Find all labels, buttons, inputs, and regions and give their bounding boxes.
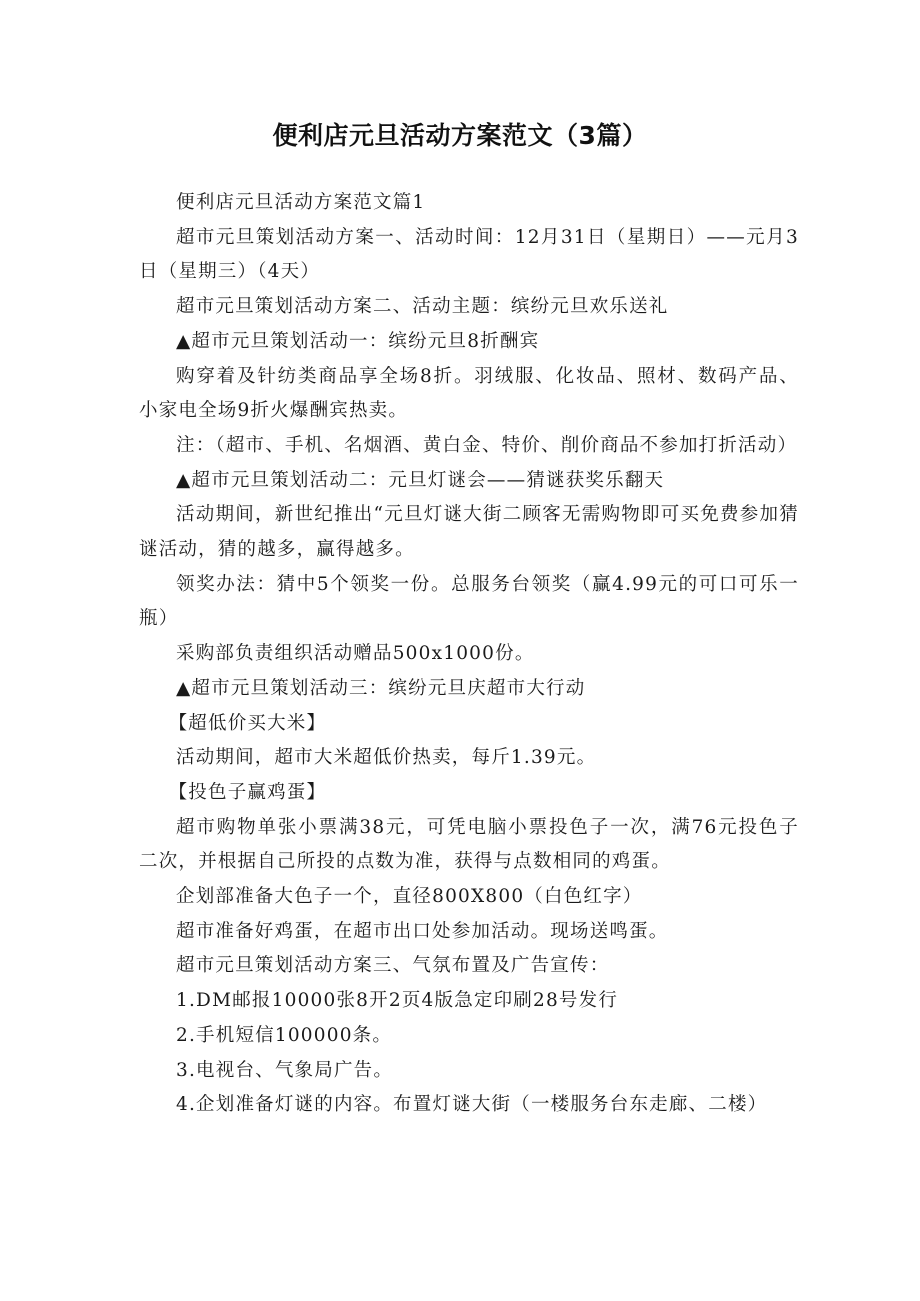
paragraph-discount-note: 注：（超市、手机、名烟酒、黄白金、特价、削价商品不参加打折活动） [176, 434, 798, 456]
paragraph-discount-details: 购穿着及针纺类商品享全场8折。羽绒服、化妆品、照材、数码产品、小家电全场9折火爆酬宾热卖。 [139, 365, 799, 422]
paragraph-dice-details: 超市购物单张小票满38元，可凭电脑小票投色子一次，满76元投色子二次，并根据自己所投的点数为准，获得与点数相同的鸡蛋。 [139, 816, 799, 873]
paragraph-activity-one-heading: ▲超市元旦策划活动一：缤纷元旦8折酬宾 [176, 330, 540, 352]
list-item-sms: 2.手机短信100000条。 [176, 1024, 393, 1046]
paragraph-egg-prep: 超市准备好鸡蛋，在超市出口处参加活动。现场送鸣蛋。 [176, 920, 669, 942]
document-title: 便利店元旦活动方案范文（3篇） [272, 121, 648, 150]
paragraph-activity-three-heading: ▲超市元旦策划活动三：缤纷元旦庆超市大行动 [176, 677, 586, 699]
paragraph-riddle-details: 活动期间，新世纪推出“元旦灯谜大街二顾客无需购物即可买免费参加猜谜活动，猜的越多，赢得越多。 [139, 504, 799, 561]
paragraph-activity-time: 超市元旦策划活动方案一、活动时间：12月31日（星期日）——元月3日（星期三）（4天） [139, 226, 799, 283]
list-item-dm-mail: 1.DM邮报10000张8开2页4版急定印刷28号发行 [176, 990, 619, 1012]
document-body [139, 186, 799, 1123]
list-item-tv-ads: 3.电视台、气象局广告。 [176, 1059, 394, 1081]
paragraph-plan-three: 超市元旦策划活动方案三、气氛布置及广告宣传： [176, 955, 610, 977]
paragraph-rice-heading: 【超低价买大米】 [168, 712, 327, 734]
paragraph-prize-method: 领奖办法：猜中5个领奖一份。总服务台领奖（赢4.99元的可口可乐一瓶） [139, 573, 799, 630]
paragraph-rice-details: 活动期间，超市大米超低价热卖，每斤1.39元。 [176, 747, 597, 769]
paragraph-activity-theme: 超市元旦策划活动方案二、活动主题：缤纷元旦欢乐送礼 [176, 296, 669, 318]
paragraph-dice-heading: 【投色子赢鸡蛋】 [168, 781, 327, 803]
list-item-riddle-prep: 4.企划准备灯谜的内容。布置灯谜大街（一楼服务台东走廊、二楼） [176, 1094, 768, 1116]
paragraph-activity-two-heading: ▲超市元旦策划活动二：元旦灯谜会——猜谜获奖乐翻天 [176, 469, 665, 491]
paragraph-gift-prep: 采购部负责组织活动赠品500x1000份。 [176, 643, 535, 665]
paragraph-section-heading: 便利店元旦活动方案范文篇1 [176, 192, 426, 213]
paragraph-dice-prep: 企划部准备大色子一个，直径800X800（白色红字） [176, 886, 643, 908]
